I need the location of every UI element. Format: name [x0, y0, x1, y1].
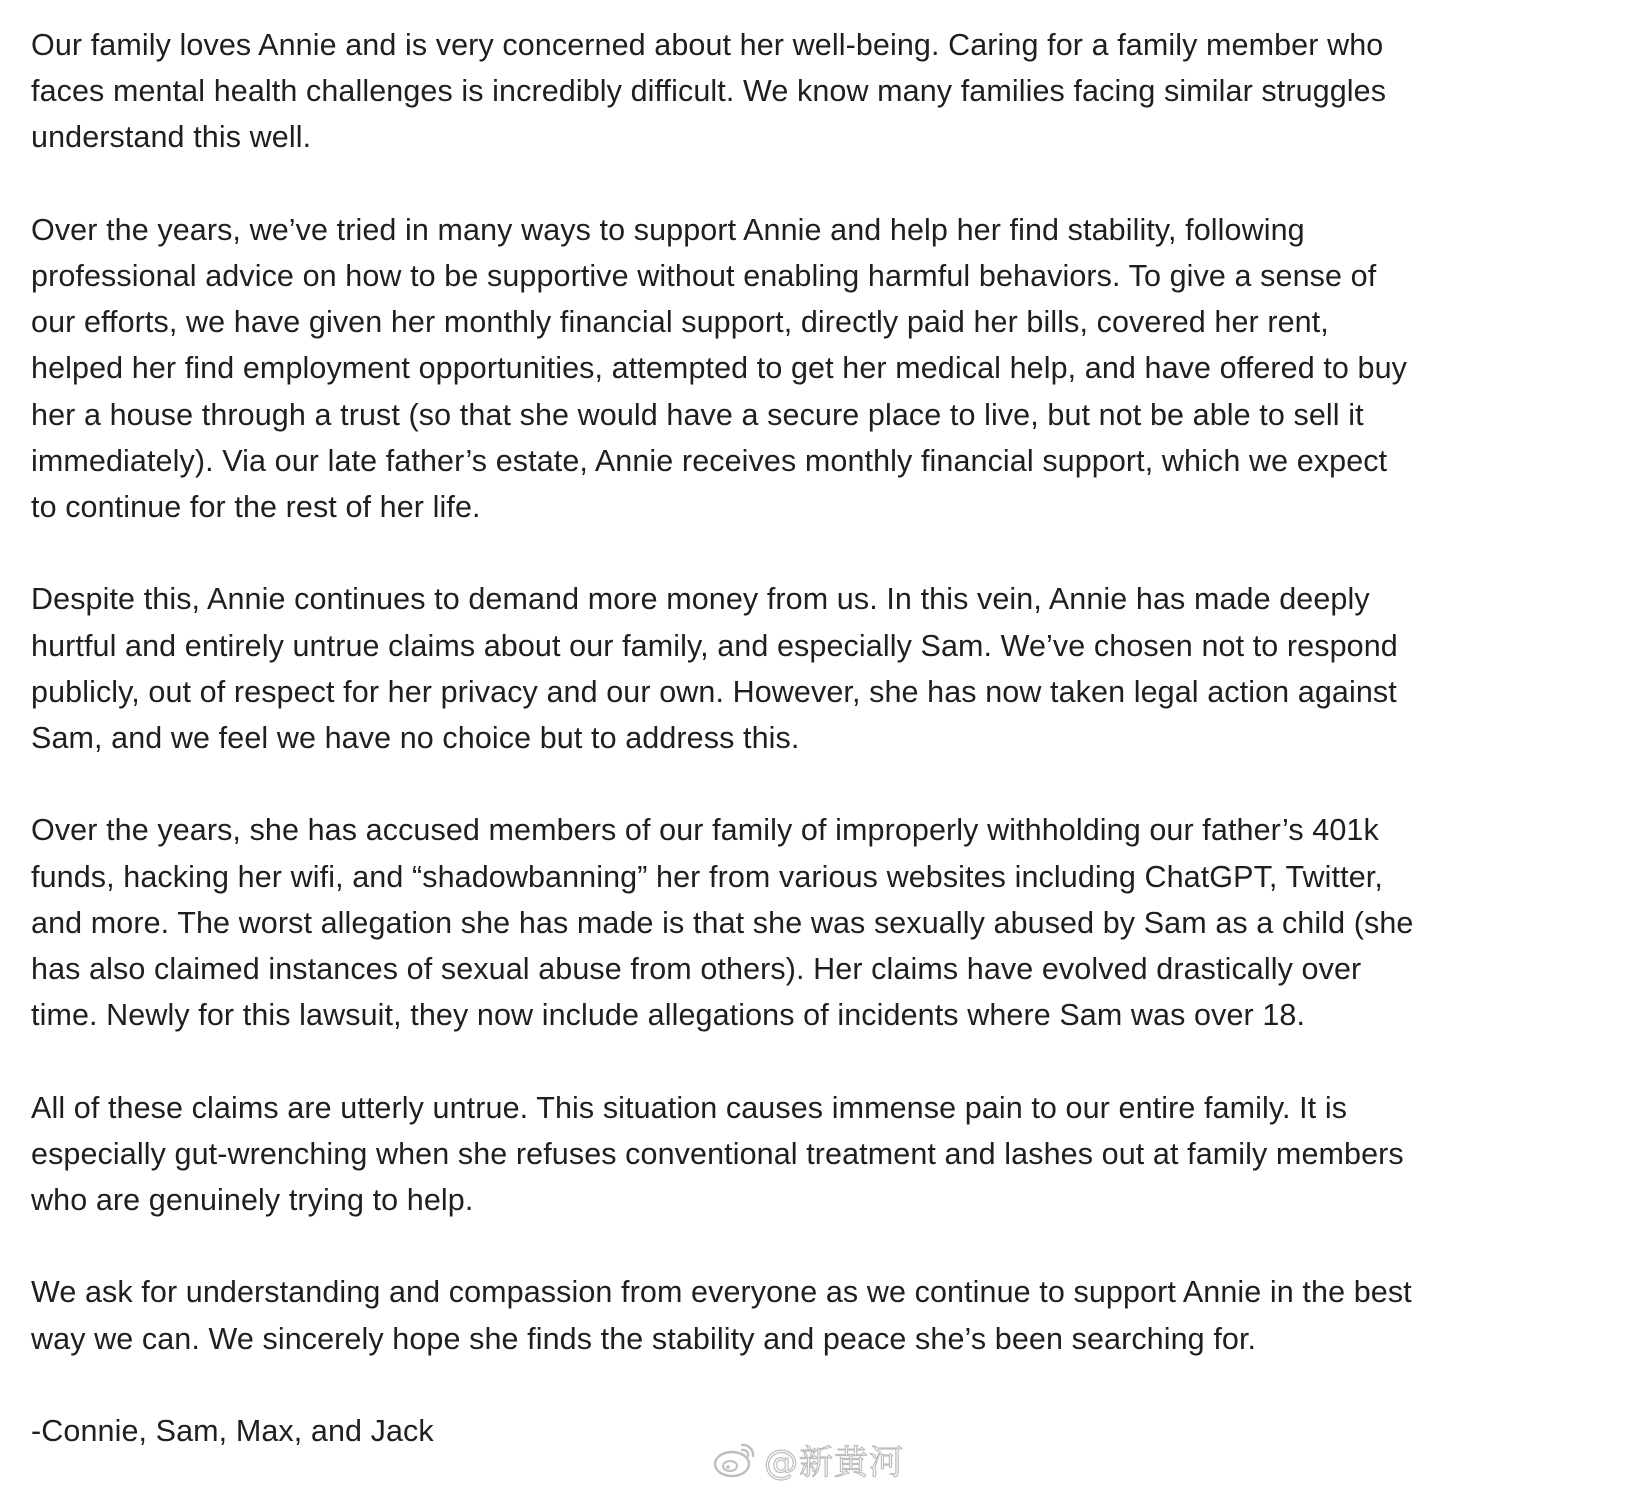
paragraph-4: Over the years, she has accused members of our family of improperly withholding our father’s 401k funds, hacking her wifi, and “shadowbanning” her from various websites including ChatGPT, Twitter, and more. The worst allegation she has made is that she was sexually abused by Sam as a child (she has also claimed instances of sexual abuse from others). Her claims have evolved drastically over time. Newly for this lawsuit, they now include allegations of incidents where Sam was over 18. — [31, 813, 1414, 1033]
watermark — [712, 1436, 904, 1482]
paragraph-1: Our family loves Annie and is very concerned about her well-being. Caring for a family member who faces mental health challenges is incredibly difficult. We know many families facing similar struggles understand this well. — [31, 28, 1387, 155]
paragraph-6: We ask for understanding and compassion from everyone as we continue to support Annie in the best way we can. We sincerely hope she finds the stability and peace she’s been searching for. — [31, 1275, 1412, 1356]
statement-document — [31, 22, 1616, 1454]
paragraph-2: Over the years, we’ve tried in many ways to support Annie and help her find stability, following professional advice on how to be supportive without enabling harmful behaviors. To give a sense of our efforts, we have given her monthly financial support, directly paid her bills, covered her rent, helped her find employment opportunities, attempted to get her medical help, and have offered to buy her a house through a trust (so that she would have a secure place to live, but not be able to sell it immediately). Via our late father’s estate, Annie receives monthly financial support, which we expect to continue for the rest of her life. — [31, 212, 1408, 525]
signature: -Connie, Sam, Max, and Jack — [31, 1414, 434, 1448]
paragraph-5: All of these claims are utterly untrue. This situation causes immense pain to our entire family. It is especially gut-wrenching when she refuses conventional treatment and lashes out at family members who are genuinely trying to help. — [31, 1090, 1404, 1218]
weibo-logo-icon — [712, 1439, 758, 1479]
watermark-text: @新黄河 — [764, 1442, 904, 1483]
paragraph-3: Despite this, Annie continues to demand more money from us. In this vein, Annie has made deeply hurtful and entirely untrue claims about our family, and especially Sam. We’ve chosen not to respond publicly, out of respect for her privacy and our own. However, she has now taken legal action against Sam, and we feel we have no choice but to address this. — [31, 582, 1398, 756]
